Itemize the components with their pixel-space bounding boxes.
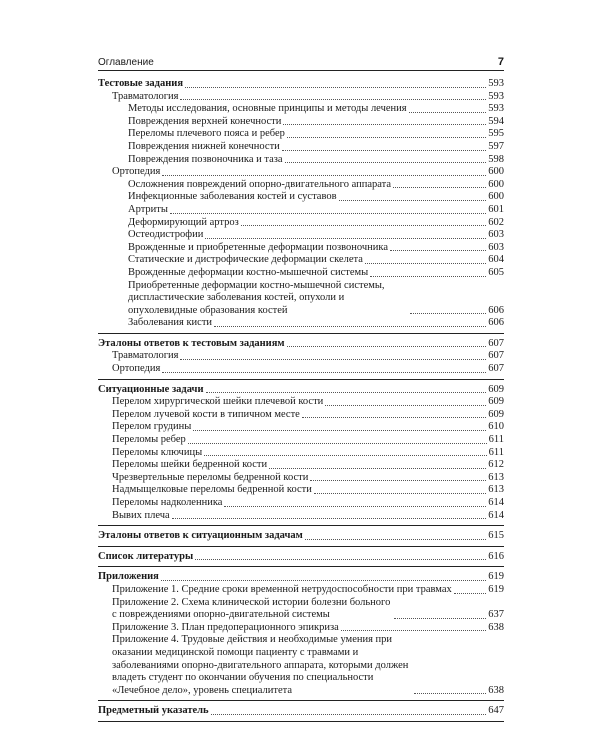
toc-entry-page: 616 xyxy=(488,550,504,562)
toc-entry-page: 611 xyxy=(488,446,504,458)
toc-entry-page: 614 xyxy=(488,497,504,508)
dot-leader xyxy=(206,392,487,393)
toc-entry-page: 603 xyxy=(488,241,504,253)
toc-entry[interactable] xyxy=(98,396,504,409)
toc-section xyxy=(98,571,504,701)
toc-entry-title: Приложение 3. План предоперационного эпикриза xyxy=(112,621,339,633)
toc-entry[interactable] xyxy=(98,166,504,179)
toc-entry-title: Приобретенные деформации костно-мышечной системы, диспластические заболевания костей, опухоли и опухолевидные образования костей xyxy=(128,279,385,316)
dot-leader xyxy=(341,630,486,631)
toc-entry[interactable] xyxy=(98,634,504,697)
dot-leader xyxy=(390,250,486,251)
toc-entry[interactable] xyxy=(98,154,504,167)
toc-entry-title: Переломы шейки бедренной кости xyxy=(112,459,268,471)
toc-entry[interactable] xyxy=(98,317,504,330)
toc-entry[interactable] xyxy=(98,409,504,422)
dot-leader xyxy=(339,200,487,201)
dot-leader xyxy=(414,693,486,694)
toc-entry-page: 600 xyxy=(488,166,504,178)
toc-entry-title: Переломы надколенника xyxy=(112,497,223,508)
dot-leader xyxy=(162,175,486,176)
toc-entry[interactable] xyxy=(98,141,504,154)
toc-entry[interactable] xyxy=(98,267,504,280)
toc-entry[interactable] xyxy=(98,91,504,104)
dot-leader xyxy=(170,213,486,214)
toc-entry-title: Приложение 4. Трудовые действия и необходимые умения при оказании медицинской помощи пациенту с травмами и заболеваниями опорно-двигательного аппарата, которыми должен владеть студент по окончании обучения по специальности «Лечебное дело», уровень специалитета xyxy=(112,634,409,696)
toc-entry-page: 607 xyxy=(488,337,504,349)
toc-entry[interactable] xyxy=(98,350,504,363)
toc-entry-title: Повреждения позвоночника и таза xyxy=(128,153,283,165)
toc-entry-page: 604 xyxy=(488,254,504,266)
toc-entry-title: Перелом хирургической шейки плечевой кости xyxy=(112,396,324,408)
toc-entry-title: Вывих плеча xyxy=(112,509,170,521)
toc-entry[interactable] xyxy=(98,459,504,472)
toc-entry-page: 602 xyxy=(488,216,504,228)
toc-section xyxy=(98,551,504,568)
dot-leader xyxy=(410,313,486,314)
toc-entry-title: Повреждения нижней конечности xyxy=(128,140,280,152)
toc-entry-title: Артриты xyxy=(128,203,168,215)
toc-entry-page: 594 xyxy=(488,115,504,127)
toc-entry-page: 593 xyxy=(488,90,504,102)
toc-entry-title: Статические и дистрофические деформации скелета xyxy=(128,254,363,266)
running-header xyxy=(98,52,504,68)
dot-leader xyxy=(188,443,487,444)
toc-entry[interactable] xyxy=(98,254,504,267)
header-divider xyxy=(98,70,504,71)
toc-entry-title: Врожденные деформации костно-мышечной системы xyxy=(128,266,369,278)
toc-entry-page: 614 xyxy=(488,509,504,521)
toc-entry-title: Врожденные и приобретенные деформации позвоночника xyxy=(128,241,389,253)
toc-entry-page: 593 xyxy=(488,103,504,115)
toc-entry-page: 637 xyxy=(488,609,504,621)
toc-entry[interactable] xyxy=(98,204,504,217)
dot-leader xyxy=(365,263,486,264)
dot-leader xyxy=(409,112,487,113)
toc-entry-page: 607 xyxy=(488,363,504,375)
toc-heading[interactable] xyxy=(98,530,504,543)
toc-entry-title: Повреждения верхней конечности xyxy=(128,115,282,127)
toc-entry-title: Заболевания кисти xyxy=(128,317,213,329)
toc-entry-title: Переломы плечевого пояса и ребер xyxy=(128,128,285,140)
toc-entry[interactable] xyxy=(98,584,504,597)
toc-entry-page: 605 xyxy=(488,266,504,278)
toc-entry[interactable] xyxy=(98,103,504,116)
table-of-contents xyxy=(98,78,504,726)
toc-entry-page: 638 xyxy=(488,684,504,696)
toc-entry-title: Надмыщелковые переломы бедренной кости xyxy=(112,484,312,496)
toc-entry-page: 603 xyxy=(488,229,504,241)
toc-entry-page: 606 xyxy=(488,304,504,316)
toc-entry[interactable] xyxy=(98,622,504,635)
toc-entry-page: 600 xyxy=(488,178,504,190)
dot-leader xyxy=(180,99,486,100)
dot-leader xyxy=(224,506,486,507)
toc-section xyxy=(98,384,504,527)
toc-entry[interactable] xyxy=(98,191,504,204)
toc-entry-page: 606 xyxy=(488,317,504,329)
toc-entry-title: Приложение 1. Средние сроки временной нетрудоспособности при травмах xyxy=(112,583,452,595)
dot-leader xyxy=(180,359,486,360)
toc-entry-title: Чрезвертельные переломы бедренной кости xyxy=(112,471,309,483)
toc-entry[interactable] xyxy=(98,484,504,497)
toc-entry-page: 609 xyxy=(488,383,504,395)
toc-entry-title: Эталоны ответов к тестовым заданиям xyxy=(98,337,285,349)
toc-entry[interactable] xyxy=(98,497,504,510)
dot-leader xyxy=(393,187,486,188)
toc-entry-page: 601 xyxy=(488,203,504,215)
toc-entry-page: 598 xyxy=(488,153,504,165)
toc-entry-page: 612 xyxy=(488,459,504,471)
dot-leader xyxy=(454,593,486,594)
dot-leader xyxy=(214,326,486,327)
toc-entry-title: Инфекционные заболевания костей и суставов xyxy=(128,191,337,203)
dot-leader xyxy=(394,618,486,619)
toc-section xyxy=(98,338,504,380)
toc-entry-page: 610 xyxy=(488,421,504,433)
toc-section xyxy=(98,705,504,722)
toc-entry-title: Травматология xyxy=(112,90,179,102)
toc-entry-page: 609 xyxy=(488,396,504,408)
dot-leader xyxy=(310,480,486,481)
toc-entry-title: Перелом грудины xyxy=(112,421,192,433)
dot-leader xyxy=(283,124,486,125)
toc-section xyxy=(98,530,504,547)
dot-leader xyxy=(269,468,486,469)
toc-entry[interactable] xyxy=(98,242,504,255)
toc-entry[interactable] xyxy=(98,179,504,192)
toc-entry-page: 611 xyxy=(488,434,504,446)
toc-heading[interactable] xyxy=(98,338,504,351)
toc-entry-title: Деформирующий артроз xyxy=(128,216,239,228)
dot-leader xyxy=(282,150,486,151)
dot-leader xyxy=(287,346,487,347)
toc-entry-title: Тестовые задания xyxy=(98,78,184,89)
toc-entry-page: 638 xyxy=(488,621,504,633)
toc-entry-page: 597 xyxy=(488,140,504,152)
dot-leader xyxy=(195,559,486,560)
toc-entry-page: 593 xyxy=(488,78,504,89)
toc-entry[interactable] xyxy=(98,421,504,434)
toc-entry-page: 615 xyxy=(488,530,504,542)
dot-leader xyxy=(241,225,486,226)
dot-leader xyxy=(314,493,486,494)
toc-entry-title: Переломы ребер xyxy=(112,434,186,446)
dot-leader xyxy=(211,714,487,715)
toc-entry-page: 619 xyxy=(488,571,504,583)
toc-section xyxy=(98,78,504,334)
toc-entry[interactable] xyxy=(98,116,504,129)
toc-entry-page: 613 xyxy=(488,471,504,483)
page-number: 7 xyxy=(497,56,504,68)
toc-heading[interactable] xyxy=(98,78,504,91)
toc-entry-page: 613 xyxy=(488,484,504,496)
toc-entry[interactable] xyxy=(98,510,504,523)
dot-leader xyxy=(204,455,486,456)
toc-entry-page: 609 xyxy=(488,408,504,420)
toc-entry-page: 607 xyxy=(488,350,504,362)
dot-leader xyxy=(302,417,486,418)
toc-entry-title: Перелом лучевой кости в типичном месте xyxy=(112,408,300,420)
dot-leader xyxy=(285,162,487,163)
toc-entry-title: Приложения xyxy=(98,571,159,583)
toc-entry[interactable] xyxy=(98,472,504,485)
toc-entry-title: Остеодистрофии xyxy=(128,229,204,241)
running-header-title: Оглавление xyxy=(98,57,154,68)
toc-entry-title: Предметный указатель xyxy=(98,705,209,717)
toc-entry[interactable] xyxy=(98,217,504,230)
dot-leader xyxy=(370,276,486,277)
dot-leader xyxy=(161,580,486,581)
toc-entry[interactable] xyxy=(98,597,504,622)
toc-entry-title: Переломы ключицы xyxy=(112,446,203,458)
dot-leader xyxy=(325,405,486,406)
toc-entry-title: Ортопедия xyxy=(112,166,161,178)
toc-entry-page: 600 xyxy=(488,191,504,203)
toc-entry-page: 595 xyxy=(488,128,504,140)
toc-heading[interactable] xyxy=(98,384,504,397)
toc-entry[interactable] xyxy=(98,128,504,141)
toc-entry[interactable] xyxy=(98,434,504,447)
toc-entry-title: Приложение 2. Схема клинической истории болезни больного с повреждениями опорно-двигательной системы xyxy=(112,596,391,621)
toc-heading[interactable] xyxy=(98,551,504,564)
dot-leader xyxy=(287,137,486,138)
toc-entry[interactable] xyxy=(98,363,504,376)
dot-leader xyxy=(185,87,486,88)
toc-entry-title: Ортопедия xyxy=(112,363,161,375)
toc-entry-title: Осложнения повреждений опорно-двигательного аппарата xyxy=(128,178,392,190)
toc-entry[interactable] xyxy=(98,229,504,242)
toc-entry[interactable] xyxy=(98,447,504,460)
toc-entry-title: Список литературы xyxy=(98,550,194,562)
toc-entry-title: Методы исследования, основные принципы и методы лечения xyxy=(128,103,407,115)
dot-leader xyxy=(205,238,486,239)
toc-heading[interactable] xyxy=(98,705,504,718)
toc-entry-page: 647 xyxy=(488,705,504,717)
dot-leader xyxy=(162,372,486,373)
toc-entry-title: Травматология xyxy=(112,350,179,362)
toc-entry-title: Эталоны ответов к ситуационным задачам xyxy=(98,530,303,542)
dot-leader xyxy=(305,539,486,540)
toc-entry-page: 619 xyxy=(488,583,504,595)
toc-entry[interactable] xyxy=(98,280,504,318)
toc-heading[interactable] xyxy=(98,571,504,584)
dot-leader xyxy=(193,430,486,431)
toc-entry-title: Ситуационные задачи xyxy=(98,383,204,395)
dot-leader xyxy=(172,518,487,519)
